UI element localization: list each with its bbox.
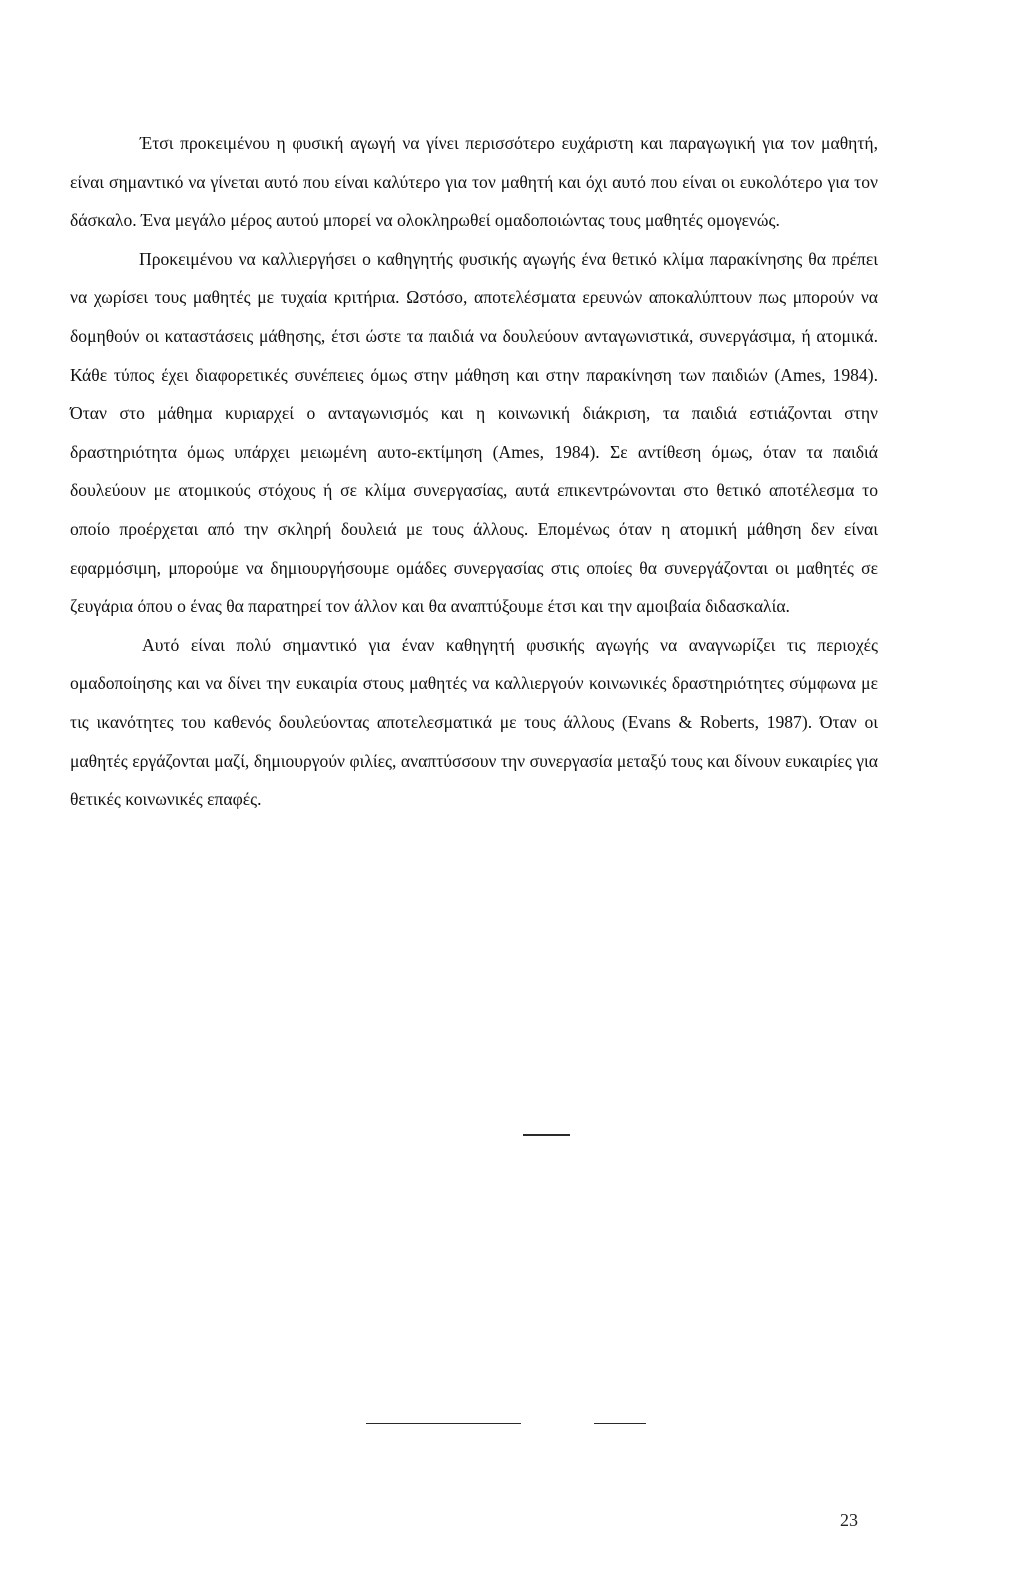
paragraph-2: Προκειμένου να καλλιεργήσει ο καθηγητής φυσικής αγωγής ένα θετικό κλίμα παρακίνησης θα πρέπει να χωρίσει τους μαθητές με τυχαία κριτήρια. Ωστόσο, αποτελέσματα ερευνών αποκαλύπτουν πως μπορούν να δομηθούν οι καταστάσεις μάθησης, έτσι ώστε τα παιδιά να δουλεύουν ανταγωνιστικά, συνεργάσιμα, ή ατομικά. Κάθε τύπος έχει διαφορετικές συνέπειες όμως στην μάθηση και στην παρακίνηση των παιδιών (Ames, 1984). Όταν στο μάθημα κυριαρχεί ο ανταγωνισμός και η κοινωνική διάκριση, τα παιδιά εστιάζονται στην δραστηριότητα όμως υπάρχει μειωμένη αυτο-εκτίμηση (Ames, 1984). Σε αντίθεση όμως, όταν τα παιδιά δουλεύουν με ατομικούς στόχους ή σε κλίμα συνεργασίας, αυτά επικεντρώνονται στο θετικό αποτέλεσμα το οποίο προέρχεται από την σκληρή δουλειά με τους άλλους. Επομένως όταν η ατομική μάθηση δεν είναι εφαρμόσιμη, μπορούμε να δημιουργήσουμε ομάδες συνεργασίας στις οποίες θα συνεργάζονται οι μαθητές σε ζευγάρια όπου ο ένας θα παρατηρεί τον άλλον και θα αναπτύξουμε έτσι και την αμοιβαία διδασκαλία.: [70, 248, 878, 617]
paragraph-3: Αυτό είναι πολύ σημαντικό για έναν καθηγητή φυσικής αγωγής να αναγνωρίζει τις περιοχές ομαδοποίησης και να δίνει την ευκαιρία στους μαθητές να καλλιεργούν κοινωνικές δραστηριότητες σύμφωνα με τις ικανότητες του καθενός δουλεύοντας αποτελεσματικά με τους άλλους (Evans & Roberts, 1987). Όταν οι μαθητές εργάζονται μαζί, δημιουργούν φιλίες, αναπτύσσουν την συνεργασία μεταξύ τους και δίνουν ευκαιρίες για θετικές κοινωνικές επαφές.: [70, 634, 878, 810]
page-number: 23: [840, 1510, 858, 1530]
separator-line: [523, 1134, 570, 1136]
footer-line-left: [366, 1423, 521, 1424]
page-body: [70, 124, 878, 819]
paragraph-1: Έτσι προκειμένου η φυσική αγωγή να γίνει περισσότερο ευχάριστη και παραγωγική για τον μαθητή, είναι σημαντικό να γίνεται αυτό που είναι καλύτερο για τον μαθητή και όχι αυτό που είναι οι ευκολότερο για τον δάσκαλο. Ένα μεγάλο μέρος αυτού μπορεί να ολοκληρωθεί ομαδοποιώντας τους μαθητές ομογενώς.: [70, 133, 878, 231]
footer-line-right: [594, 1423, 646, 1424]
